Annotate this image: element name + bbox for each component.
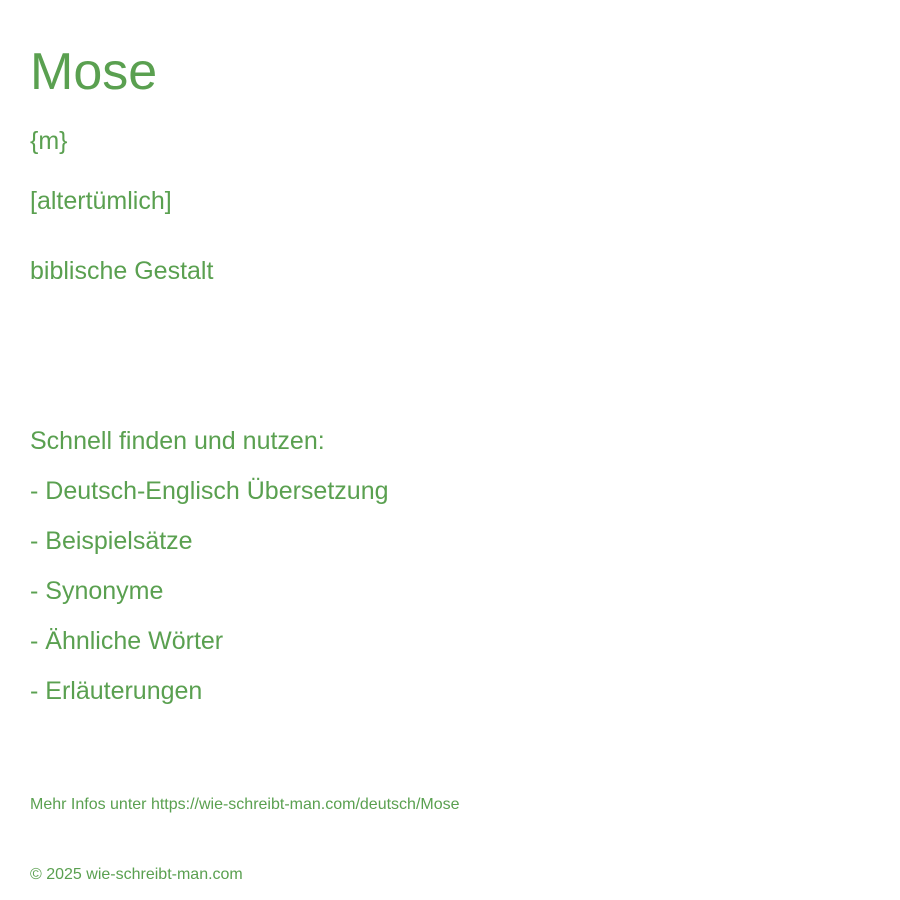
copyright-notice: © 2025 wie-schreibt-man.com bbox=[30, 866, 243, 883]
feature-similar-words: - Ähnliche Wörter bbox=[30, 627, 224, 655]
feature-example-sentences: - Beispielsätze bbox=[30, 527, 193, 555]
quick-access-title: Schnell finden und nutzen: bbox=[30, 427, 325, 455]
feature-synonyms: - Synonyme bbox=[30, 577, 164, 605]
register-label: [altertümlich] bbox=[30, 187, 172, 215]
gender-label: {m} bbox=[30, 127, 68, 155]
feature-translation: - Deutsch-Englisch Übersetzung bbox=[30, 477, 389, 505]
feature-explanations: - Erläuterungen bbox=[30, 677, 203, 705]
more-info-link[interactable]: Mehr Infos unter https://wie-schreibt-man.com/deutsch/Mose bbox=[30, 796, 460, 813]
headword: Mose bbox=[30, 43, 158, 101]
definition-text: biblische Gestalt bbox=[30, 257, 214, 285]
